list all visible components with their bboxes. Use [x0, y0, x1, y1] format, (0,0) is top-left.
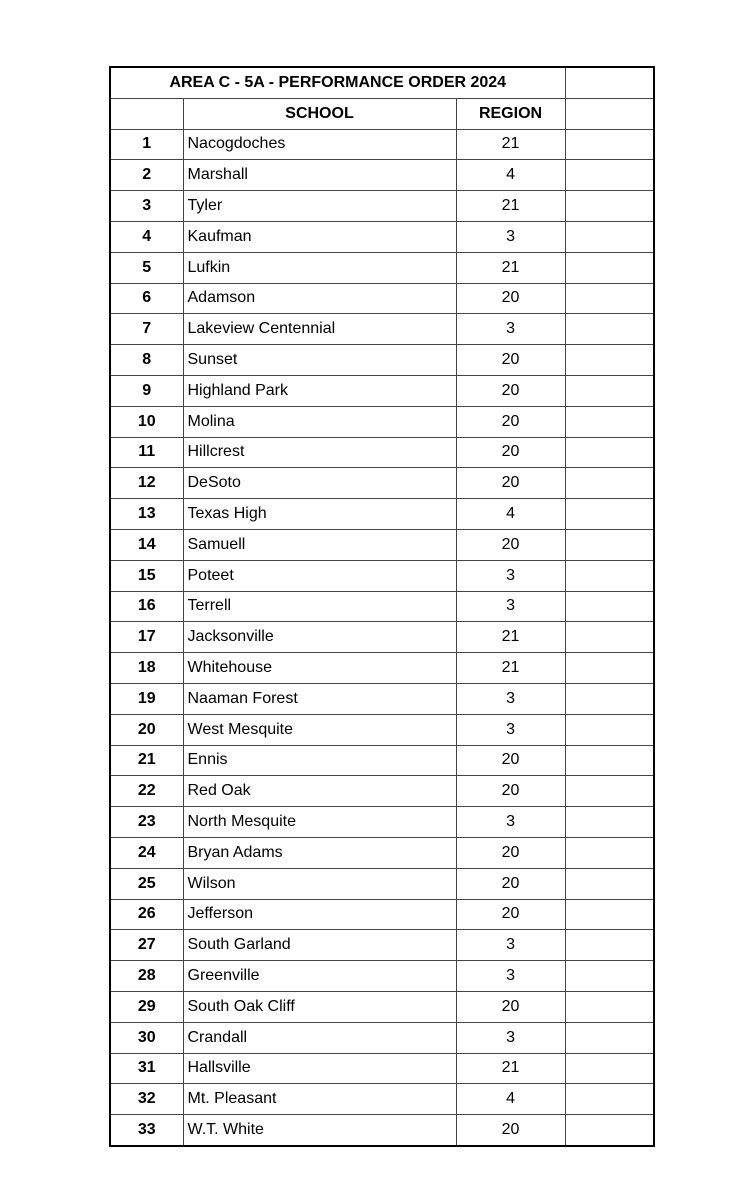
empty-cell — [565, 683, 654, 714]
empty-cell — [565, 991, 654, 1022]
empty-cell — [565, 67, 654, 98]
school-name-cell: Naaman Forest — [183, 683, 456, 714]
region-cell: 20 — [456, 991, 565, 1022]
performance-order-number: 17 — [110, 622, 183, 653]
empty-cell — [565, 129, 654, 160]
empty-cell — [565, 1022, 654, 1053]
school-name-cell: Ennis — [183, 745, 456, 776]
table-row — [110, 653, 654, 684]
region-cell: 4 — [456, 1084, 565, 1115]
empty-cell — [565, 807, 654, 838]
region-cell: 3 — [456, 560, 565, 591]
region-cell: 20 — [456, 776, 565, 807]
table-row — [110, 375, 654, 406]
school-name-cell: Sunset — [183, 345, 456, 376]
school-name-cell: South Oak Cliff — [183, 991, 456, 1022]
empty-cell — [565, 930, 654, 961]
school-name-cell: Jacksonville — [183, 622, 456, 653]
performance-order-number: 16 — [110, 591, 183, 622]
school-name-cell: Tyler — [183, 191, 456, 222]
performance-order-number: 33 — [110, 1115, 183, 1146]
school-name-cell: Red Oak — [183, 776, 456, 807]
empty-cell — [565, 1084, 654, 1115]
performance-order-number: 4 — [110, 221, 183, 252]
table-row — [110, 683, 654, 714]
performance-order-number: 29 — [110, 991, 183, 1022]
table-row — [110, 406, 654, 437]
school-name-cell: North Mesquite — [183, 807, 456, 838]
region-cell: 3 — [456, 314, 565, 345]
region-cell: 3 — [456, 591, 565, 622]
region-cell: 21 — [456, 622, 565, 653]
performance-order-number: 25 — [110, 868, 183, 899]
table-row — [110, 191, 654, 222]
header-row — [110, 98, 654, 129]
empty-cell — [565, 499, 654, 530]
empty-cell — [565, 468, 654, 499]
table-row — [110, 961, 654, 992]
empty-cell — [565, 653, 654, 684]
school-name-cell: Hallsville — [183, 1053, 456, 1084]
table-row — [110, 991, 654, 1022]
performance-order-number: 22 — [110, 776, 183, 807]
school-column-header: SCHOOL — [183, 98, 456, 129]
performance-order-number: 13 — [110, 499, 183, 530]
title-row — [110, 67, 654, 98]
region-cell: 3 — [456, 930, 565, 961]
performance-order-number: 9 — [110, 375, 183, 406]
performance-order-number: 26 — [110, 899, 183, 930]
empty-cell — [565, 622, 654, 653]
school-name-cell: Samuell — [183, 529, 456, 560]
school-name-cell: Whitehouse — [183, 653, 456, 684]
region-cell: 21 — [456, 191, 565, 222]
region-cell: 20 — [456, 529, 565, 560]
performance-order-number: 12 — [110, 468, 183, 499]
school-name-cell: Jefferson — [183, 899, 456, 930]
empty-cell — [565, 837, 654, 868]
region-cell: 20 — [456, 1115, 565, 1146]
school-name-cell: Wilson — [183, 868, 456, 899]
empty-cell — [565, 714, 654, 745]
empty-cell — [565, 160, 654, 191]
table-title: AREA C - 5A - PERFORMANCE ORDER 2024 — [110, 67, 565, 98]
performance-order-number: 20 — [110, 714, 183, 745]
table-row — [110, 1115, 654, 1146]
region-cell: 21 — [456, 1053, 565, 1084]
table-row — [110, 868, 654, 899]
empty-cell — [565, 437, 654, 468]
school-name-cell: Molina — [183, 406, 456, 437]
table-row — [110, 345, 654, 376]
school-name-cell: Texas High — [183, 499, 456, 530]
table-row — [110, 314, 654, 345]
table-row — [110, 745, 654, 776]
region-cell: 21 — [456, 252, 565, 283]
empty-cell — [565, 1115, 654, 1146]
region-cell: 4 — [456, 160, 565, 191]
table-row — [110, 252, 654, 283]
performance-order-number: 8 — [110, 345, 183, 376]
empty-cell — [565, 899, 654, 930]
region-column-header: REGION — [456, 98, 565, 129]
table-row — [110, 837, 654, 868]
region-cell: 3 — [456, 961, 565, 992]
table-row — [110, 560, 654, 591]
empty-cell — [565, 252, 654, 283]
performance-order-number: 2 — [110, 160, 183, 191]
region-cell: 3 — [456, 714, 565, 745]
region-cell: 20 — [456, 745, 565, 776]
table-row — [110, 499, 654, 530]
performance-order-number: 7 — [110, 314, 183, 345]
school-name-cell: W.T. White — [183, 1115, 456, 1146]
school-name-cell: Poteet — [183, 560, 456, 591]
empty-cell — [565, 221, 654, 252]
empty-cell — [565, 868, 654, 899]
table-row — [110, 807, 654, 838]
table-row — [110, 437, 654, 468]
school-name-cell: Marshall — [183, 160, 456, 191]
performance-order-number: 18 — [110, 653, 183, 684]
performance-order-number: 31 — [110, 1053, 183, 1084]
empty-header-cell — [565, 98, 654, 129]
table-row — [110, 221, 654, 252]
table-row — [110, 776, 654, 807]
school-name-cell: Highland Park — [183, 375, 456, 406]
performance-order-number: 30 — [110, 1022, 183, 1053]
empty-cell — [565, 191, 654, 222]
region-cell: 20 — [456, 868, 565, 899]
region-cell: 20 — [456, 345, 565, 376]
performance-order-number: 14 — [110, 529, 183, 560]
region-cell: 21 — [456, 129, 565, 160]
performance-order-number: 11 — [110, 437, 183, 468]
performance-order-number: 21 — [110, 745, 183, 776]
empty-cell — [565, 776, 654, 807]
school-name-cell: Mt. Pleasant — [183, 1084, 456, 1115]
performance-order-number: 24 — [110, 837, 183, 868]
table-row — [110, 591, 654, 622]
school-name-cell: Bryan Adams — [183, 837, 456, 868]
performance-order-number: 27 — [110, 930, 183, 961]
table-row — [110, 283, 654, 314]
performance-order-table — [109, 66, 655, 1147]
performance-order-number: 32 — [110, 1084, 183, 1115]
performance-order-number: 5 — [110, 252, 183, 283]
empty-cell — [565, 529, 654, 560]
table-row — [110, 160, 654, 191]
empty-cell — [565, 406, 654, 437]
table-row — [110, 1084, 654, 1115]
region-cell: 20 — [456, 837, 565, 868]
region-cell: 20 — [456, 283, 565, 314]
empty-cell — [565, 560, 654, 591]
empty-cell — [565, 745, 654, 776]
table-row — [110, 529, 654, 560]
school-name-cell: Hillcrest — [183, 437, 456, 468]
empty-cell — [565, 591, 654, 622]
region-cell: 20 — [456, 437, 565, 468]
school-name-cell: Kaufman — [183, 221, 456, 252]
region-cell: 20 — [456, 406, 565, 437]
empty-cell — [565, 283, 654, 314]
region-cell: 3 — [456, 221, 565, 252]
table-row — [110, 1022, 654, 1053]
region-cell: 3 — [456, 683, 565, 714]
empty-cell — [565, 314, 654, 345]
school-name-cell: Terrell — [183, 591, 456, 622]
school-name-cell: West Mesquite — [183, 714, 456, 745]
performance-order-number: 1 — [110, 129, 183, 160]
table-row — [110, 129, 654, 160]
table-body — [110, 67, 654, 1146]
table-row — [110, 468, 654, 499]
school-name-cell: DeSoto — [183, 468, 456, 499]
performance-order-number: 28 — [110, 961, 183, 992]
empty-header-cell — [110, 98, 183, 129]
performance-order-number: 6 — [110, 283, 183, 314]
school-name-cell: Adamson — [183, 283, 456, 314]
performance-order-number: 19 — [110, 683, 183, 714]
empty-cell — [565, 375, 654, 406]
performance-order-number: 15 — [110, 560, 183, 591]
performance-order-number: 10 — [110, 406, 183, 437]
table-row — [110, 899, 654, 930]
school-name-cell: Greenville — [183, 961, 456, 992]
region-cell: 21 — [456, 653, 565, 684]
school-name-cell: Crandall — [183, 1022, 456, 1053]
empty-cell — [565, 961, 654, 992]
table-row — [110, 1053, 654, 1084]
region-cell: 20 — [456, 375, 565, 406]
table-row — [110, 930, 654, 961]
table-row — [110, 622, 654, 653]
region-cell: 4 — [456, 499, 565, 530]
school-name-cell: Lufkin — [183, 252, 456, 283]
region-cell: 3 — [456, 807, 565, 838]
region-cell: 3 — [456, 1022, 565, 1053]
performance-order-number: 23 — [110, 807, 183, 838]
region-cell: 20 — [456, 468, 565, 499]
performance-order-number: 3 — [110, 191, 183, 222]
school-name-cell: Lakeview Centennial — [183, 314, 456, 345]
empty-cell — [565, 345, 654, 376]
school-name-cell: South Garland — [183, 930, 456, 961]
empty-cell — [565, 1053, 654, 1084]
school-name-cell: Nacogdoches — [183, 129, 456, 160]
region-cell: 20 — [456, 899, 565, 930]
table-row — [110, 714, 654, 745]
